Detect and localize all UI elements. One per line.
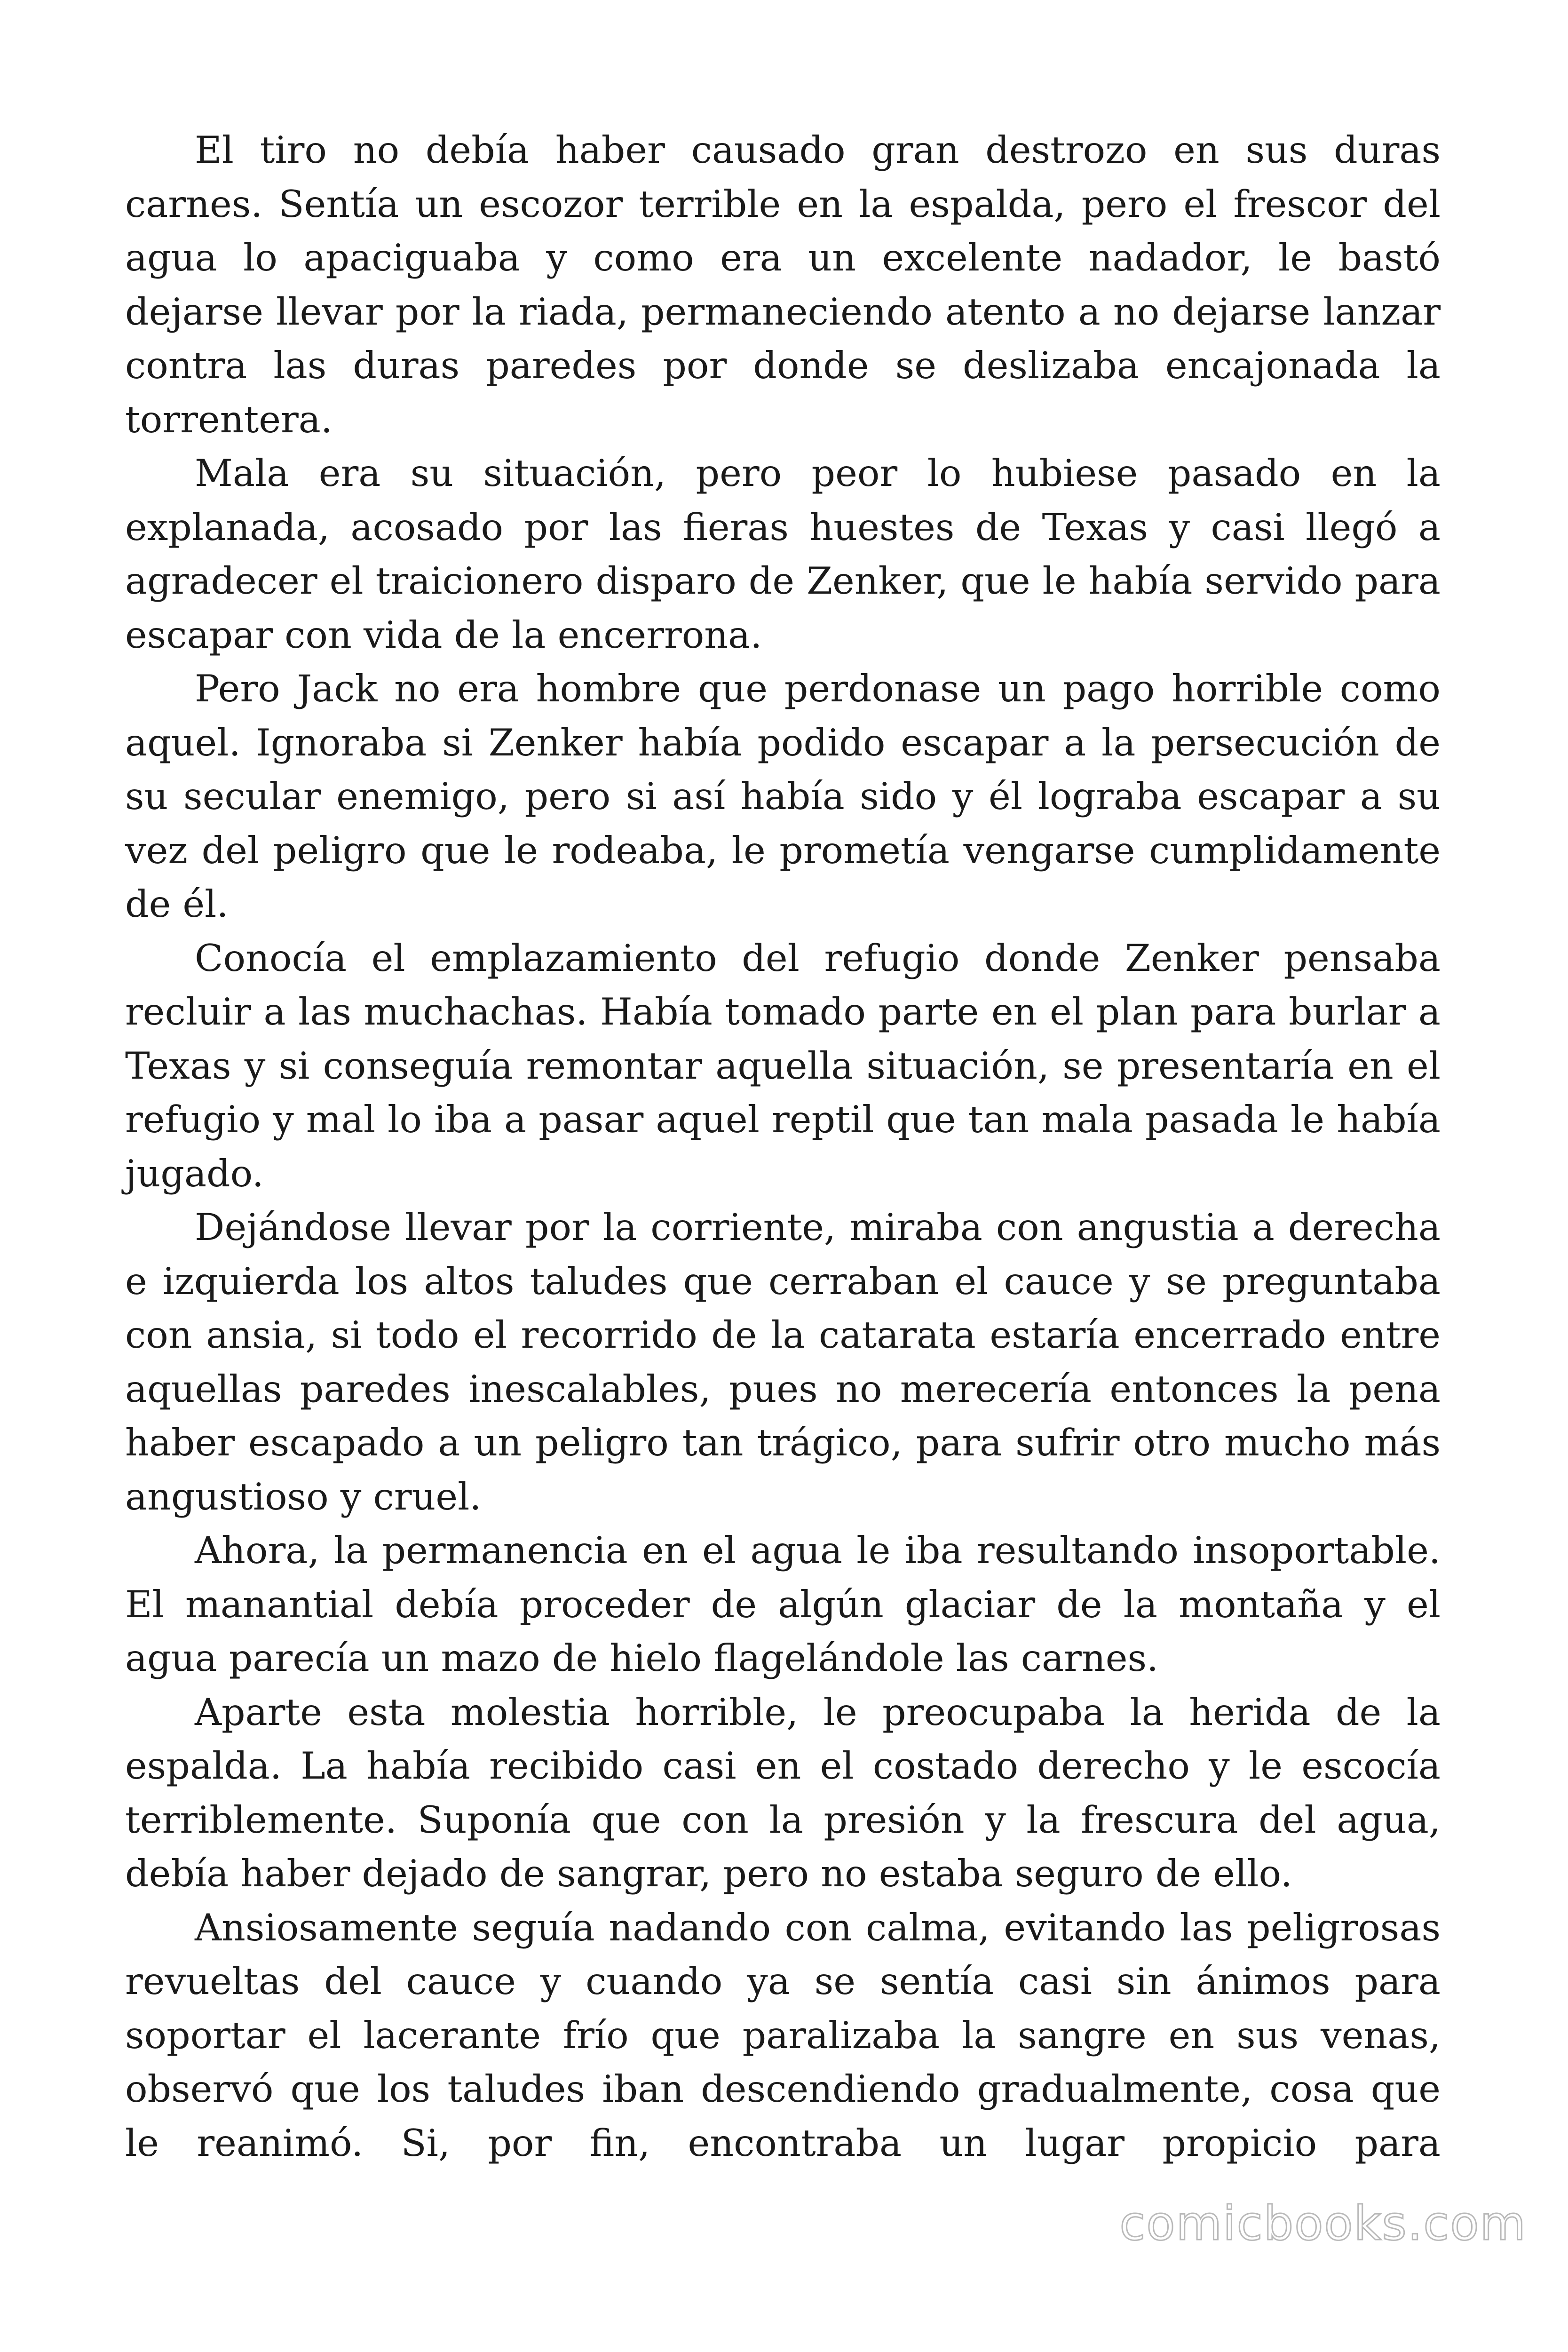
paragraph-2: Mala era su situación, pero peor lo hubiese pasado en la explanada, acosado por las fieras huestes de Texas y casi llegó a agradecer el traicionero disparo de Zenker, que le había servido para escapar con vida de la encerrona. xyxy=(125,452,1441,657)
paragraph-4: Conocía el emplazamiento del refugio donde Zenker pensaba recluir a las muchachas. Había tomado parte en el plan para burlar a Texas y si conseguía remontar aquella situación, se presentaría en el refugio y mal lo iba a pasar aquel reptil que tan mala pasada le había jugado. xyxy=(125,936,1441,1195)
paragraph-8: Ansiosamente seguía nadando con calma, evitando las peligrosas revueltas del cauce y cuando ya se sentía casi sin ánimos para soportar el lacerante frío que paralizaba la sangre en sus venas, observó que los taludes iban descendiendo gradualmente, cosa que le reanimó. Si, por fin, encontraba un lugar propicio para xyxy=(125,1906,1441,2165)
paragraph-6: Ahora, la permanencia en el agua le iba resultando insoportable. El manantial debía proceder de algún glaciar de la montaña y el agua parecía un mazo de hielo flagelándole las carnes. xyxy=(125,1529,1441,1680)
paragraph-1: El tiro no debía haber causado gran destrozo en sus duras carnes. Sentía un escozor terrible en la espalda, pero el frescor del agua lo apaciguaba y como era un excelente nadador, le bastó dejarse llevar por la riada, permaneciendo atento a no dejarse lanzar contra las duras paredes por donde se deslizaba encajonada la torrentera. xyxy=(125,128,1441,441)
paragraph-3: Pero Jack no era hombre que perdonase un pago horrible como aquel. Ignoraba si Zenker había podido escapar a la persecución de su secular enemigo, pero si así había sido y él lograba escapar a su vez del peligro que le rodeaba, le prometía vengarse cumplidamente de él. xyxy=(125,667,1441,926)
paragraph-7: Aparte esta molestia horrible, le preocupaba la herida de la espalda. La había recibido casi en el costado derecho y le escocía terriblemente. Suponía que con la presión y la frescura del agua, debía haber dejado de sangrar, pero no estaba seguro de ello. xyxy=(125,1690,1441,1895)
watermark: comicbooks.com xyxy=(1119,2196,1527,2251)
paragraph-5: Dejándose llevar por la corriente, miraba con angustia a derecha e izquierda los altos taludes que cerraban el cauce y se preguntaba con ansia, si todo el recorrido de la catarata estaría encerrado entre aquellas paredes inescalables, pues no merecería entonces la pena haber escapado a un peligro tan trágico, para sufrir otro mucho más angustioso y cruel. xyxy=(125,1206,1441,1518)
page-text xyxy=(125,123,1441,2170)
